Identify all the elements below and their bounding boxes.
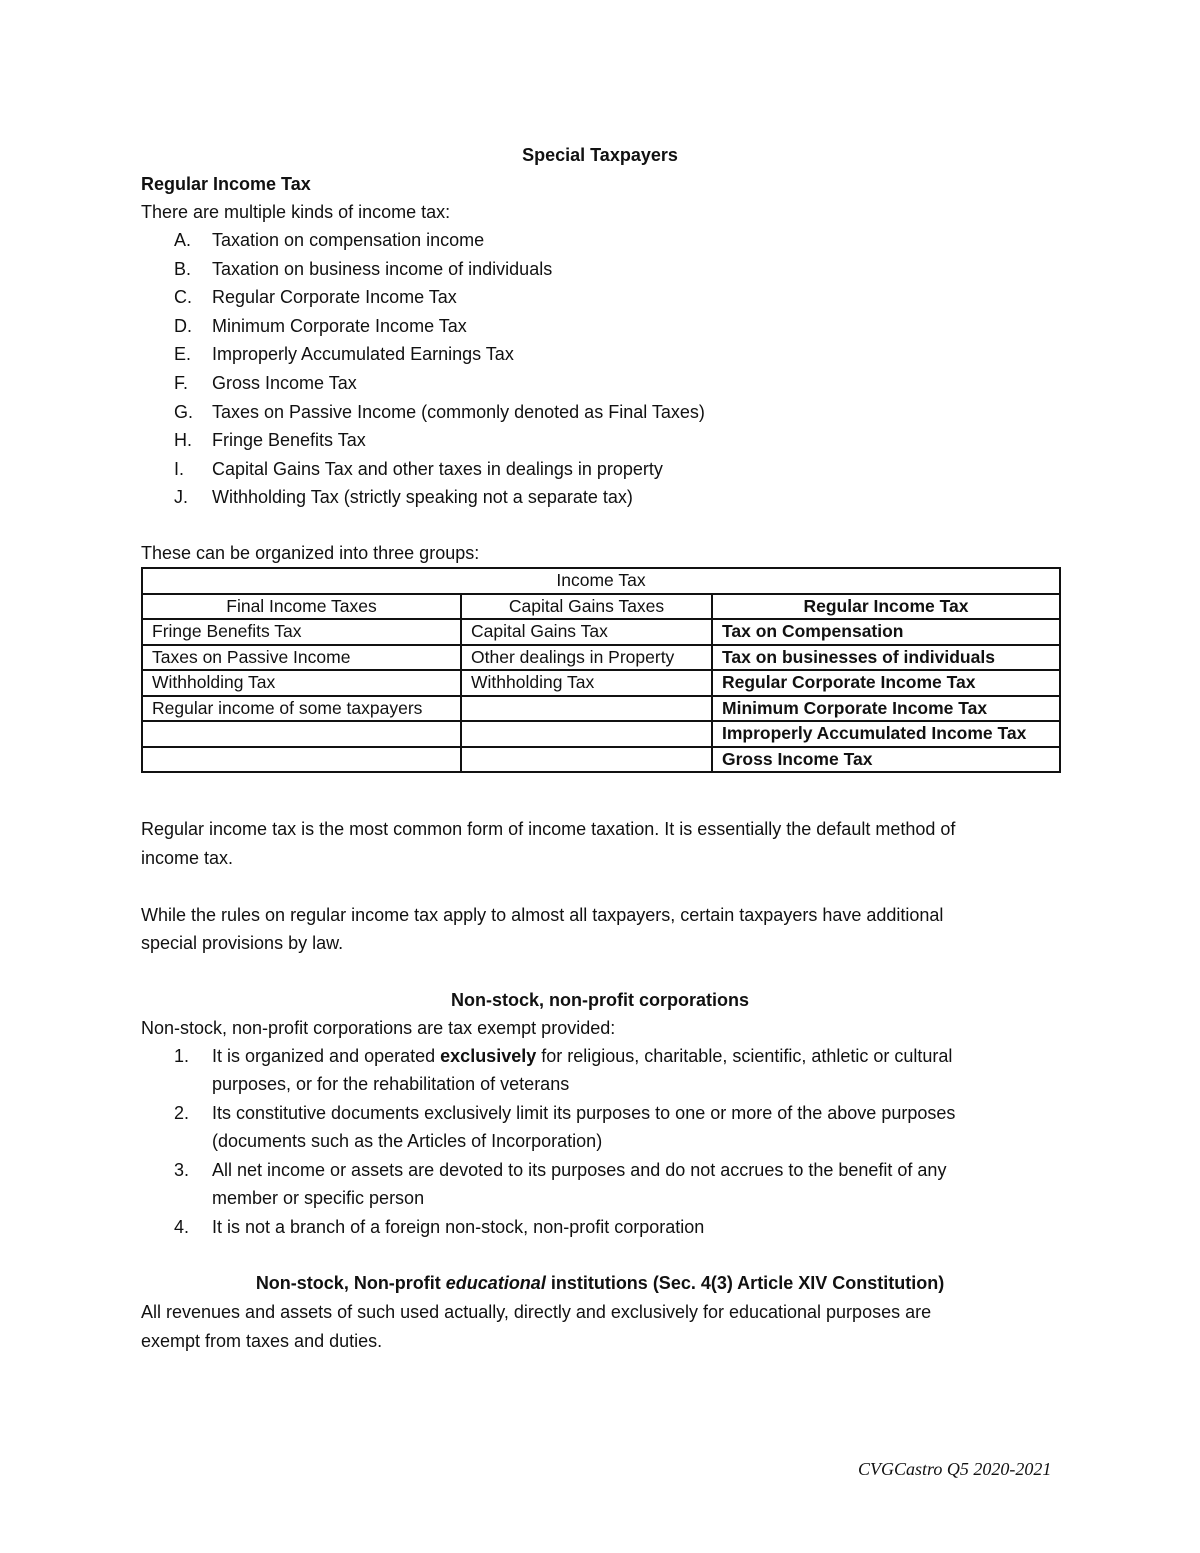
table-row [142, 696, 1060, 722]
list-item [0, 344, 1200, 370]
list-marker: 4. [174, 1217, 190, 1237]
table-cell: Withholding Tax [142, 670, 461, 696]
table-cell: Gross Income Tax [712, 747, 1060, 773]
list-item-text: Regular Corporate Income Tax [212, 287, 457, 308]
table-caption-row [142, 568, 1060, 594]
condition-2-text: Its constitutive documents exclusively limit its purposes to one or more of the above purposes [212, 1103, 956, 1123]
list-marker: H. [174, 430, 192, 451]
list-item [0, 1046, 1200, 1102]
table-cell: Minimum Corporate Income Tax [712, 696, 1060, 722]
list-marker: I. [174, 458, 185, 479]
paragraph-2-line-2: special provisions by law. [141, 933, 344, 953]
list-item-text: Capital Gains Tax and other taxes in dealings in property [212, 458, 663, 479]
groups-intro-text: These can be organized into three groups: [141, 543, 480, 563]
table-cell [142, 747, 461, 773]
list-item [0, 230, 1200, 256]
table-cell [142, 721, 461, 747]
footer-signature: CVGCastro Q5 2020-2021 [858, 1459, 1052, 1479]
list-item [0, 259, 1200, 285]
list-marker: A. [174, 230, 192, 250]
table-cell: Capital Gains Tax [461, 619, 712, 645]
list-item [0, 487, 1200, 513]
list-item [0, 459, 1200, 485]
condition-3-line-2: member or specific person [212, 1188, 425, 1208]
condition-4-text: It is not a branch of a foreign non-stock, non-profit corporation [212, 1217, 705, 1237]
list-item [0, 1217, 1200, 1243]
section-2-intro: Non-stock, non-profit corporations are tax exempt provided: [141, 1018, 616, 1038]
list-item-text: Taxation on business income of individuals [212, 258, 553, 279]
column-header: Final Income Taxes [142, 594, 461, 620]
condition-3-text: All net income or assets are devoted to its purposes and do not accrues to the benefit of any [212, 1160, 947, 1180]
condition-1-text: It is organized and operated [212, 1046, 441, 1066]
paragraph-2-line-1: While the rules on regular income tax apply to almost all taxpayers, certain taxpayers have additional [141, 905, 944, 925]
table-cell: Fringe Benefits Tax [142, 619, 461, 645]
emphasis-educational: educational [445, 1273, 546, 1293]
table-cell: Other dealings in Property [461, 645, 712, 671]
list-marker: G. [174, 401, 194, 422]
table-cell: Withholding Tax [461, 670, 712, 696]
table-row [142, 645, 1060, 671]
table-row [142, 747, 1060, 773]
list-marker: 2. [174, 1103, 190, 1123]
table-cell: Taxes on Passive Income [142, 645, 461, 671]
column-header: Capital Gains Taxes [461, 594, 712, 620]
section-heading-educational-institutions: Non-stock, Non-profit educational institutions (Sec. 4(3) Article XIV Constitution) [255, 1273, 945, 1293]
list-item [0, 1160, 1200, 1216]
table-cell [461, 747, 712, 773]
condition-1-line-2: purposes, or for the rehabilitation of veterans [212, 1074, 570, 1094]
list-item-text: Taxes on Passive Income (commonly denoted as Final Taxes) [212, 401, 705, 422]
table-caption: Income Tax [142, 568, 1060, 594]
emphasis-exclusively: exclusively [440, 1046, 537, 1066]
list-marker: B. [174, 258, 192, 279]
section-3-line-2: exempt from taxes and duties. [141, 1331, 383, 1351]
paragraph-1-line-1: Regular income tax is the most common form of income taxation. It is essentially the default method of [141, 819, 956, 839]
table-cell: Regular income of some taxpayers [142, 696, 461, 722]
list-marker: 3. [174, 1160, 190, 1180]
list-item [0, 402, 1200, 428]
list-item [0, 430, 1200, 456]
table-cell: Tax on Compensation [712, 619, 1060, 645]
table-row [142, 670, 1060, 696]
condition-1-text-cont: for religious, charitable, scientific, athletic or cultural [536, 1046, 953, 1066]
table-cell [461, 721, 712, 747]
paragraph-1-line-2: income tax. [141, 848, 234, 868]
section-heading-non-stock-corporations: Non-stock, non-profit corporations [451, 990, 749, 1010]
list-item-text: Improperly Accumulated Earnings Tax [212, 344, 514, 365]
list-item [0, 1103, 1200, 1159]
column-header: Regular Income Tax [712, 594, 1060, 620]
list-marker: F. [174, 373, 189, 393]
list-item [0, 316, 1200, 342]
table-cell [461, 696, 712, 722]
table-cell: Improperly Accumulated Income Tax [712, 721, 1060, 747]
section-3-line-1: All revenues and assets of such used actually, directly and exclusively for educational purposes are [141, 1302, 932, 1322]
list-marker: J. [174, 487, 189, 508]
list-item-text: Gross Income Tax [212, 373, 357, 393]
list-item-text: Minimum Corporate Income Tax [212, 315, 467, 336]
table-row [142, 619, 1060, 645]
table-row [142, 721, 1060, 747]
condition-2-line-2: (documents such as the Articles of Incorporation) [212, 1131, 603, 1151]
table-header-row [142, 594, 1060, 620]
list-item-text: Taxation on compensation income [212, 230, 485, 250]
list-marker: D. [174, 315, 192, 336]
page-title: Special Taxpayers [522, 145, 678, 165]
list-item [0, 287, 1200, 313]
list-marker: C. [174, 287, 192, 308]
section-heading-regular-income-tax: Regular Income Tax [141, 174, 311, 194]
table-cell: Regular Corporate Income Tax [712, 670, 1060, 696]
income-tax-groups-table [141, 567, 1061, 773]
list-item [0, 373, 1200, 399]
table-cell: Tax on businesses of individuals [712, 645, 1060, 671]
intro-text: There are multiple kinds of income tax: [141, 202, 451, 222]
list-marker: 1. [174, 1046, 190, 1066]
list-item-text: Fringe Benefits Tax [212, 430, 366, 451]
list-marker: E. [174, 344, 192, 365]
list-item-text: Withholding Tax (strictly speaking not a separate tax) [212, 487, 633, 508]
